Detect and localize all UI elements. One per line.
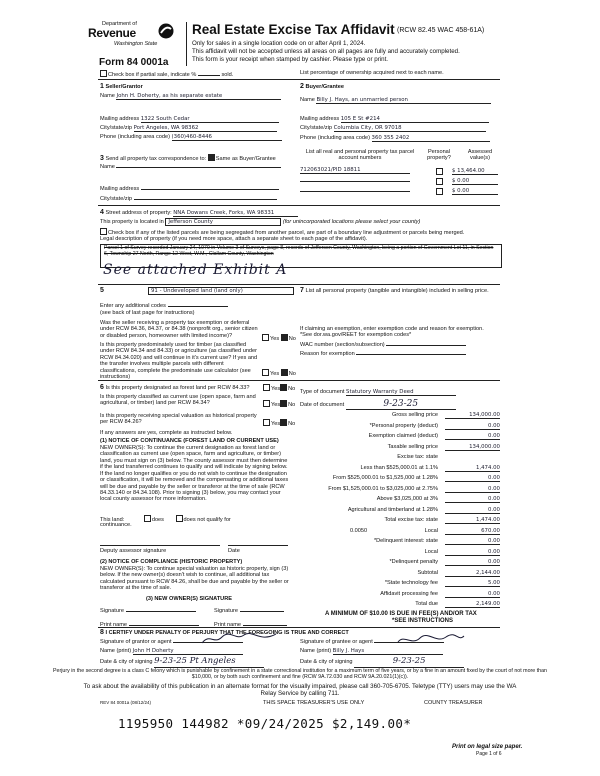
corr-name-field[interactable] [116, 167, 281, 168]
legal-label: Legal description of property (if you need more space, attach a separate sheet to each page of the affidavit). [100, 236, 368, 242]
header-note-3: This form is your receipt when stamped by cashier. Please type or print. [192, 56, 389, 63]
parcel-number[interactable]: 712063021/PID 18811 [300, 167, 410, 174]
partial-sale-label: Check box if partial sale, indicate % [108, 72, 197, 78]
personal-property-checkbox[interactable] [436, 168, 443, 175]
tax-row-value[interactable]: 0.00 [445, 433, 500, 440]
exemption-yes-no: Yes No [262, 334, 296, 342]
personal-property-heading: 7 List all personal property (tangible and intangible) included in selling price. [300, 287, 489, 294]
tax-row-value[interactable]: 0.00 [445, 475, 500, 482]
owner-print-field[interactable] [129, 625, 199, 626]
corr-city-field[interactable] [134, 199, 277, 200]
forest-q1: 6 Is this property designated as forest land per RCW 84.33? [100, 384, 250, 391]
forest-q3-no-checkbox[interactable] [280, 419, 287, 426]
page-number: Page 1 of 6 [476, 751, 502, 757]
wac-row: WAC number (section/subsection) [300, 342, 466, 348]
parcel-col1-header: List all real and personal property tax parcel account numbers [305, 149, 415, 162]
forest-q1-yes-checkbox[interactable] [263, 384, 270, 391]
notice1-body: NEW OWNER(S): To continue the current designation as forest land or classification as current use (open space, farm and agriculture, or timber) land, you must sign on (3) below. The county assessor must then determine if the land transferred continues to qualify and will indicate by signing below. If the land no longer qualifies or you do not wish to continue the designation or classification, it will be removed and the compensating or additional taxes will be due and payable by the seller or transferor at the time of sale (RCW 84.33.140 or 84.34.108). Prior to signing (3) below, you may contact your local county assessor for more information. [100, 445, 289, 503]
seller-name[interactable]: John H. Doherty, as his separate estate [116, 93, 281, 100]
minimum-note: A MINIMUM OF $10.00 IS DUE IN FEE(S) AND/OR TAX [325, 611, 477, 617]
owner2-signature-field[interactable] [240, 611, 284, 612]
owner-print-row: Print name [100, 622, 199, 628]
deputy-signature-label: Deputy assessor signature [100, 548, 167, 554]
accessibility-note: To ask about the availability of this publication in an alternate format for the visually impaired, please call 360-705-6705. Teletype (TTY) users may use the WA Relay Service by calling 711. [83, 683, 517, 698]
assessed-value[interactable]: $ 0.00 [452, 178, 498, 185]
tax-row-value[interactable]: 0.00 [445, 486, 500, 493]
assessed-value[interactable]: $ 0.00 [452, 188, 498, 195]
grantor-name[interactable]: John H Doherty [133, 648, 243, 655]
grantee-signature-row: Signature of grantee or agent [300, 639, 444, 645]
doc-type[interactable]: Statutory Warranty Deed [346, 389, 456, 396]
assessed-value[interactable]: $ 13,464.00 [452, 168, 498, 175]
land-use-num: 5 [100, 287, 104, 294]
tax-row-label: Affidavit processing fee [380, 590, 438, 597]
grantor-date-city[interactable]: 9-23-25 Pt Angeles [154, 657, 264, 668]
buyer-name[interactable]: Billy J. Hays, an unmarried person [316, 97, 491, 104]
buyer-phone[interactable]: 360 355 2402 [372, 135, 490, 142]
grantee-date-row: Date & city of signing 9-23-25 [300, 657, 464, 668]
list-pct-note: List percentage of ownership acquired next to each name. [300, 70, 444, 76]
see-back: (see back of last page for instructions) [100, 310, 195, 316]
exemption-no-checkbox[interactable] [281, 334, 288, 341]
forest-q3-yes-checkbox[interactable] [263, 419, 270, 426]
deputy-date-label: Date [228, 548, 240, 554]
grantor-signature-row: Signature of grantor or agent [100, 639, 243, 645]
grantee-date[interactable]: 9-23-25 [354, 657, 464, 668]
new-owner-sig-title: (3) NEW OWNER(S) SIGNATURE [146, 596, 232, 602]
forest-q3: Is this property receiving special valuation as historical property per RCW 84.26? [100, 413, 257, 426]
forest-q2-yes-checkbox[interactable] [263, 400, 270, 407]
same-as-buyer-checkbox[interactable] [208, 154, 215, 161]
tax-row-value[interactable]: 5.00 [445, 580, 500, 587]
legal-handwritten: See attached Exhibit A [103, 262, 288, 278]
doc-date[interactable]: 9-23-25 [346, 399, 456, 410]
timber-yes-checkbox[interactable] [262, 369, 269, 376]
notice2-body: NEW OWNER(S): To continue special valuation as historic property, sign (3) below. If the new owner(s) doesn't wish to continue, all additional tax calculated pursuant to RCW 84.26, shall be due and payable by the seller or transferor at the time of sale. [100, 566, 289, 592]
additional-codes-field[interactable] [168, 306, 228, 307]
seller-city-row: City/state/zip Port Angeles, WA 98362 [100, 125, 290, 132]
county-row: This property is located in Jefferson County (for unincorporated locations please select your county) [100, 219, 421, 225]
parcel-col2-header: Personal property? [427, 149, 451, 162]
exemption-yes-checkbox[interactable] [262, 334, 269, 341]
tax-row-value[interactable]: 134,000.00 [445, 412, 500, 419]
legal-paper-note: Print on legal size paper. [452, 744, 523, 750]
tax-row-label: *Delinquent penalty [389, 559, 438, 565]
grantor-date-row: Date & city of signing 9-23-25 Pt Angeles [100, 657, 264, 668]
seller-name-row: Name John H. Doherty, as his separate estate [100, 93, 290, 100]
additional-codes-row: Enter any additional codes [100, 303, 228, 309]
notice2-title: (2) NOTICE OF COMPLIANCE (HISTORIC PROPERTY) [100, 559, 243, 565]
partial-sale-checkbox[interactable] [100, 70, 107, 77]
partial-sale-checkbox-row[interactable] [100, 70, 233, 78]
forest-q3-yes-no: Yes No [263, 419, 295, 427]
reason-field[interactable] [356, 354, 466, 355]
form-number: Form 84 0001a [99, 57, 169, 68]
segregated-row: Check box if any of the listed parcels are being segregated from another parcel, are part of a boundary line adjustment or parcels being merged. [100, 228, 502, 236]
tax-row-value[interactable]: 670.00 [445, 528, 500, 535]
tax-row-label: From $1,525,000.01 to $3,025,000 at 2.75% [328, 485, 438, 492]
tax-row-value[interactable]: 2,144.00 [445, 570, 500, 577]
owner-signature-row: Signature [100, 608, 196, 614]
tax-row-label: Taxable selling price [387, 443, 438, 450]
timber-yes-no: Yes No [262, 369, 296, 377]
reason-row: Reason for exemption [300, 351, 466, 357]
buyer-name-row: Name Billy J. Hays, an unmarried person [300, 97, 500, 104]
property-street[interactable]: NNA Dowans Creek, Forks, WA 98331 [173, 210, 298, 217]
doc-type-row: Type of document Statutory Warranty Deed [300, 389, 456, 396]
tax-row-value[interactable]: 0.00 [445, 549, 500, 556]
seller-heading: 1 Seller/Grantor [100, 83, 143, 90]
land-does-not-checkbox[interactable] [176, 515, 183, 522]
header-note-1: Only for sales in a single location code on or after April 1, 2024. [192, 40, 366, 47]
tax-row-value[interactable]: 1,474.00 [445, 465, 500, 472]
tax-row-label: From $525,000.01 to $1,525,000 at 1.28% [332, 475, 438, 481]
header-note-2: This affidavit will not be accepted unless all areas on all pages are fully and accurately completed. [192, 48, 460, 55]
rev-number: REV 84 0001a (08/12/24) [100, 700, 152, 705]
see-instructions: *SEE INSTRUCTIONS [392, 618, 454, 624]
wac-field[interactable] [386, 345, 466, 346]
tax-row-value[interactable]: 2,149.00 [445, 601, 500, 608]
dept-line2: Revenue [88, 26, 136, 41]
tax-row-value[interactable]: 0.00 [445, 496, 500, 503]
owner2-print-field[interactable] [243, 625, 287, 626]
seller-city[interactable]: Port Angeles, WA 98362 [134, 125, 277, 132]
forest-q2: Is this property classified as current use (open space, farm and agricultural, or timber) land per RCW 84.34? [100, 394, 256, 407]
forest-q2-yes-no: Yes No [263, 400, 295, 408]
certify-heading: 8 I CERTIFY UNDER PENALTY OF PERJURY THAT THE FOREGOING IS TRUE AND CORRECT [100, 629, 349, 636]
owner2-print-row: Print name [214, 622, 287, 628]
this-land-row: This land: does does not qualify for [100, 517, 231, 523]
seller-mailing[interactable]: 1322 South Cedar [141, 116, 279, 123]
tax-row-value[interactable]: 0.00 [445, 538, 500, 545]
revenue-swoosh-icon [158, 23, 174, 39]
tax-row-value[interactable]: 0.00 [445, 591, 500, 598]
tax-row-label: Gross selling price [391, 412, 438, 418]
tax-row-label: Total excise tax: state [384, 517, 438, 523]
seller-phone-row: Phone (including area code) (360)460-8446 [100, 134, 290, 141]
forest-q2-no-checkbox[interactable] [280, 400, 287, 407]
tax-row-label: Less than $525,000.01 at 1.1% [360, 464, 438, 471]
partial-sold: sold. [221, 72, 234, 78]
doc-date-row: Date of document 9-23-25 [300, 399, 456, 410]
dept-line3: Washington State [114, 41, 158, 48]
tax-row-label: *Personal property (deduct) [369, 422, 438, 429]
if-yes: If any answers are yes, complete as instructed below. [100, 430, 233, 436]
corr-mailing-field[interactable] [141, 189, 279, 190]
tax-row-label: Local [424, 548, 438, 555]
owner2-signature-row: Signature [214, 608, 284, 614]
tax-row-value[interactable]: 134,000.00 [445, 444, 500, 451]
forest-q1-yes-no: Yes No [263, 384, 295, 392]
tax-row-label: *State technology fee [384, 580, 438, 586]
corr-city-row: City/state/zip [100, 196, 290, 202]
correspondence-heading: 3 Send all property tax correspondence to: Same as Buyer/Grantee [100, 155, 276, 162]
continuance: continuance. [100, 522, 132, 528]
claim-exemption: If claiming an exemption, enter exemption code and reason for exemption. *See dor.wa.gov/REET for exemption codes* [300, 326, 484, 339]
buyer-mailing-row: Mailing address 105 E St #214 [300, 116, 500, 123]
tax-row-label: Exemption claimed (deduct) [368, 433, 438, 439]
grantee-name-row: Name (print) Billy J. Hays [300, 648, 443, 655]
seller-mailing-row: Mailing address 1322 South Cedar [100, 116, 290, 123]
corr-name-row: Name [100, 164, 290, 170]
segregated-checkbox[interactable] [100, 228, 107, 235]
county-select[interactable]: Jefferson County [165, 218, 281, 226]
seller-phone[interactable]: (360)460-8446 [172, 134, 282, 141]
parcel-number[interactable] [300, 191, 410, 192]
tax-row-label: Excise tax: state [397, 454, 438, 460]
buyer-phone-row: Phone (including area code) 360 355 2402 [300, 135, 500, 142]
corr-mailing-row: Mailing address [100, 186, 290, 192]
land-use-select[interactable]: 91 - Undeveloped land (land only) [148, 287, 294, 295]
parcel-row [300, 167, 410, 174]
form-title: Real Estate Excise Tax Affidavit [192, 22, 395, 37]
personal-property-checkbox[interactable] [436, 178, 443, 185]
tax-row-label: *Delinquent interest: state [373, 538, 438, 544]
county-treasurer: COUNTY TREASURER [424, 700, 483, 706]
buyer-city[interactable]: Columbia City, OR 97018 [334, 125, 486, 132]
parcel-col3-header: Assessed value(s) [467, 149, 493, 162]
exemption-question: Was the seller receiving a property tax exemption or deferral under RCW 84.36, 84.37, or 84.38 (nonprofit org., senior citizen or disabled person, homeowner with limited income)? [100, 320, 258, 339]
dept-line1: Department of [102, 21, 137, 27]
parcel-row [300, 178, 410, 184]
tax-row-label: Agricultural and timberland at 1.28% [347, 506, 438, 513]
grantee-name[interactable]: Billy J. Hays [333, 648, 443, 655]
grantor-name-row: Name (print) John H Doherty [100, 648, 243, 655]
tax-row-label: Subtotal [417, 569, 438, 576]
form-rcw: (RCW 82.45 WAC 458-61A) [397, 27, 485, 34]
cashier-stamp: 1195950 144982 *09/24/2025 $2,149.00* [118, 716, 412, 731]
parcel-number[interactable] [300, 181, 410, 182]
notice1-title: (1) NOTICE OF CONTINUANCE (FOREST LAND OR CURRENT USE) [100, 438, 279, 444]
buyer-mailing[interactable]: 105 E St #214 [341, 116, 489, 123]
property-street-row: 4 Street address of property: NNA Dowans Creek, Forks, WA 98331 [100, 209, 298, 217]
perjury-note: Perjury in the second degree is a class C felony which is punishable by confinement in a state correctional institution for a maximum term of five years, or by a fine in an amount fixed by the court of not more than $10,000, or by both such confinement and fine (RCW 9A.72.030 and RCW 9A.20.021(1)(c)). [52, 668, 548, 681]
land-does-checkbox[interactable] [144, 515, 151, 522]
local-rate: 0.0050 [350, 527, 368, 534]
legal-struck-text: Parcel 1 of Survey recorded January 24, 1979 in Volume 3 of Surveys, page 8, records of Jefferson County, Washington, being a portion of Government Lot 11, in Section 6, Township 27 North, Range 12 West, W.M., Clallam County, Washington [104, 245, 494, 257]
owner-signature-field[interactable] [126, 611, 196, 612]
parcel-row [300, 188, 410, 194]
timber-question: Is this property predominately used for timber (as classified under RCW 84.34 and 84.33) or agriculture (as classified under RCW 84.34.020) and will continue in it's current use? If yes and the transfer involves multiple parcels with different classifications, complete the predominate use calculator (see instructions) [100, 342, 258, 381]
tax-row-label: Local [424, 527, 438, 534]
treasurer-only: THIS SPACE TREASURER'S USE ONLY [263, 700, 365, 706]
tax-row-label: Above $3,025,000 at 3% [376, 496, 438, 502]
tax-row-value[interactable]: 1,474.00 [445, 517, 500, 524]
tax-row-label: Total due [415, 601, 438, 607]
personal-property-checkbox[interactable] [436, 188, 443, 195]
forest-q1-no-checkbox[interactable] [280, 384, 287, 391]
grantee-signature-scribble [396, 632, 466, 648]
tax-row-value[interactable]: 0.00 [445, 559, 500, 566]
tax-row-value[interactable]: 0.00 [445, 507, 500, 514]
buyer-city-row: City/state/zip Columbia City, OR 97018 [300, 125, 500, 132]
grantor-signature-scribble [200, 631, 280, 647]
buyer-heading: 2 Buyer/Grantee [300, 83, 345, 90]
department-logo [88, 21, 180, 57]
timber-no-checkbox[interactable] [281, 369, 288, 376]
tax-row-value[interactable]: 0.00 [445, 423, 500, 430]
